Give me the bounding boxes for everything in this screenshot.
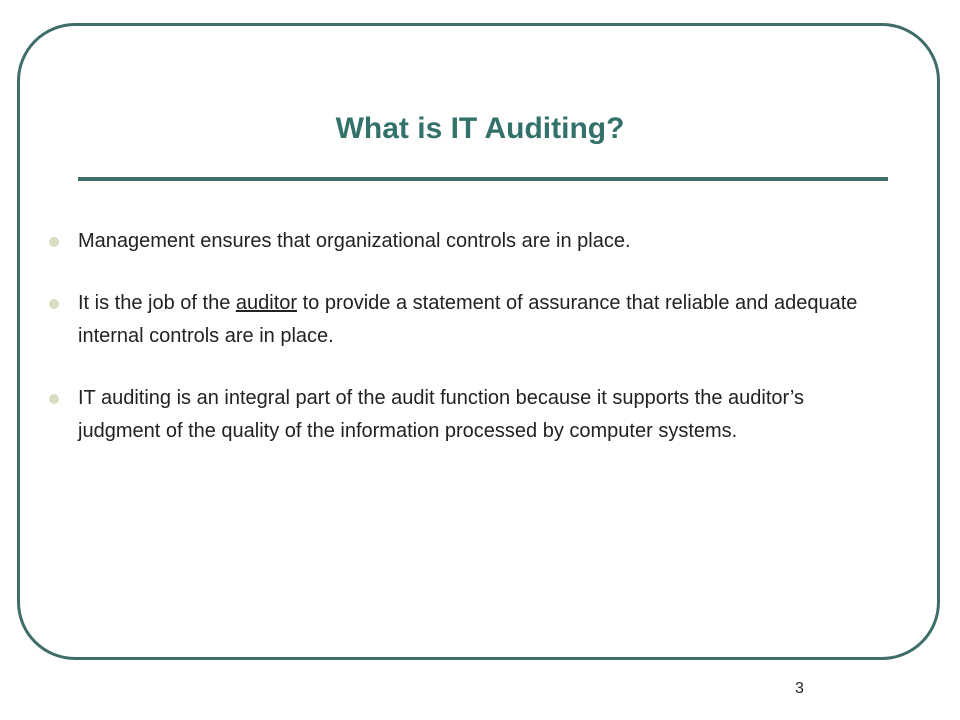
- page-number: 3: [795, 680, 804, 697]
- bullet-item: [46, 225, 886, 258]
- bullet-dot-icon: [49, 394, 59, 404]
- bullet-dot-icon: [49, 299, 59, 309]
- bullet-dot-icon: [49, 237, 59, 247]
- auditor-underlined-term: auditor: [235, 292, 298, 314]
- bullet-item: [46, 287, 886, 353]
- bullet-item: [46, 382, 886, 448]
- slide-title: What is IT Auditing?: [335, 112, 625, 145]
- bullet-text: Management ensures that organizational controls are in place.: [78, 230, 631, 252]
- bullet-text: IT auditing is an integral part of the audit function because it supports the auditor’s judgment of the quality of the information processed by computer systems.: [78, 387, 805, 442]
- title-underline-rule: [78, 177, 888, 181]
- bullet-list: [46, 225, 886, 477]
- bullet-text-after: to provide a statement of assurance that reliable and adequate internal controls are in place.: [78, 292, 858, 347]
- bullet-text-before: It is the job of the: [78, 292, 236, 314]
